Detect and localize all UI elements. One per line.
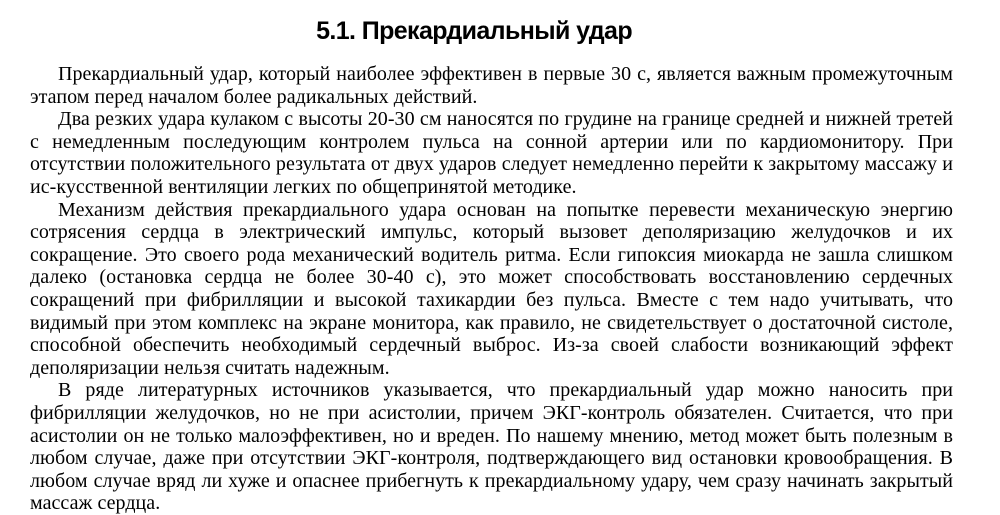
paragraph-2: Два резких удара кулаком с высоты 20-30 см наносятся по грудине на границе средней и нижней третей с немедленным последующим контролем пульса на сонной артерии или по кардиомонитору. При отсутствии положительного результата от двух ударов следует немедленно перейти к закрытому массажу и ис-кусственной вентиляции легких по общепринятой методике. (30, 108, 953, 198)
paragraph-1: Прекардиальный удар, который наиболее эффективен в первые 30 с, является важным промежуточным этапом перед началом более радикальных действий. (30, 63, 953, 108)
section-body (30, 63, 953, 515)
section-title: 5.1. Прекардиальный удар (316, 17, 632, 45)
paragraph-4: В ряде литературных источников указывается, что прекардиальный удар можно наносить при фибрилляции желудочков, но не при асистолии, причем ЭКГ-контроль обязателен. Считается, что при асистолии он не только малоэффективен, но и вреден. По нашему мнению, метод может быть полезным в любом случае, даже при отсутствии ЭКГ-контроля, подтверждающего вид остановки кровообращения. В любом случае вряд ли хуже и опаснее прибегнуть к прекардиальному удару, чем сразу начинать закрытый массаж сердца. (30, 379, 953, 515)
paragraph-3: Механизм действия прекардиального удара основан на попытке перевести механическую энергию сотрясения сердца в электрический импульс, который вызовет деполяризацию желудочков и их сокращение. Это своего рода механический водитель ритма. Если гипоксия миокарда не зашла слишком далеко (остановка сердца не более 30-40 с), это может способствовать восстановлению сердечных сокращений при фибрилляции и высокой тахикардии без пульса. Вместе с тем надо учитывать, что видимый при этом комплекс на экране монитора, как правило, не свидетельствует о достаточной систоле, способной обеспечить необходимый сердечный выброс. Из-за своей слабости возникающий эффект деполяризации нельзя считать надежным. (30, 198, 953, 379)
